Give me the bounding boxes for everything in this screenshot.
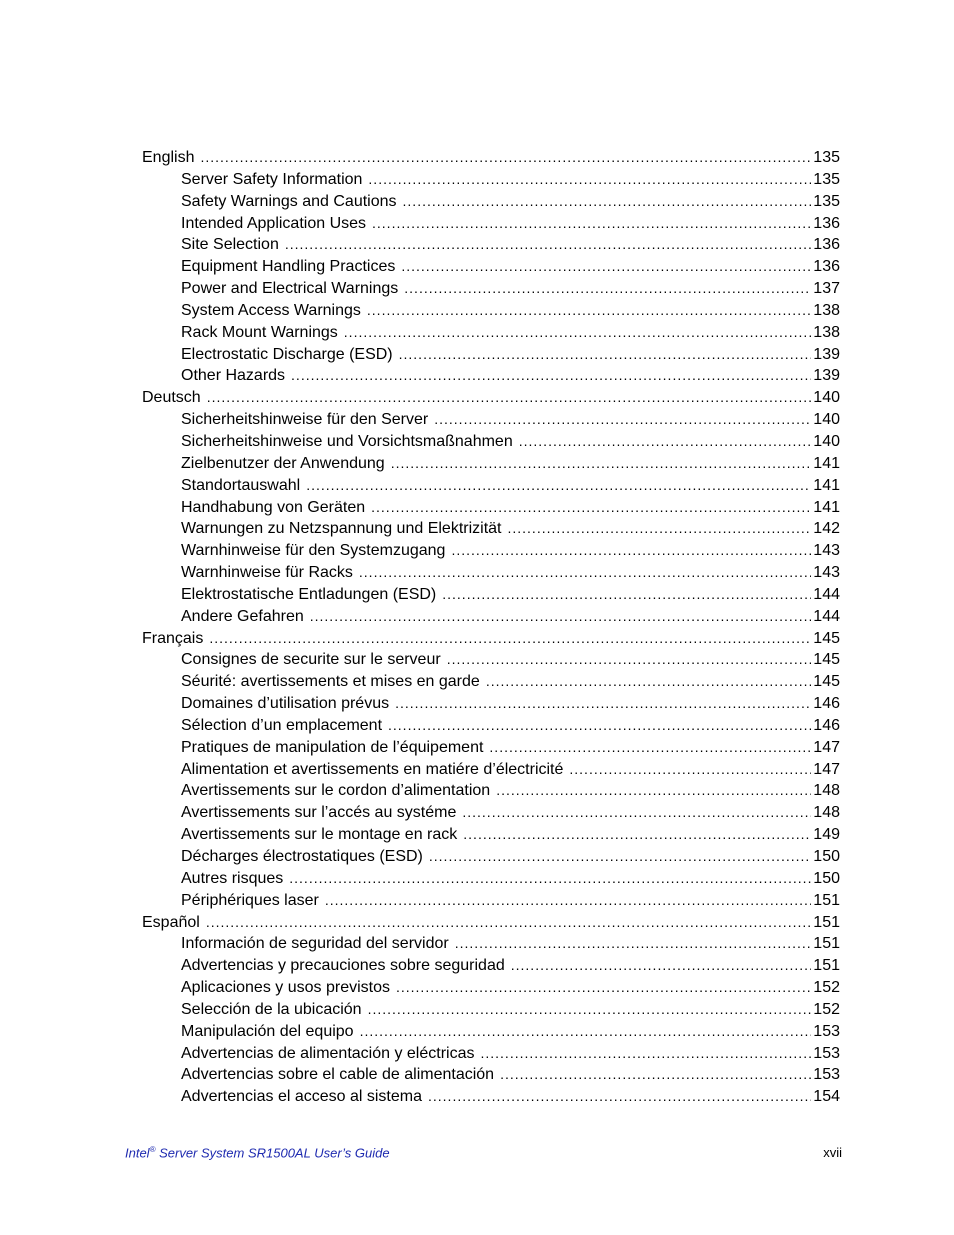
toc-dot-leader xyxy=(367,300,811,322)
toc-dot-leader xyxy=(463,824,811,846)
toc-entry-title: Périphériques laser xyxy=(181,891,319,909)
toc-entry-title: Sicherheitshinweise und Vorsichtsmaßnahmen xyxy=(181,432,513,450)
toc-subsection-entry[interactable] xyxy=(142,1086,840,1108)
toc-entry-page: 136 xyxy=(813,236,840,254)
toc-entry-title: Français xyxy=(142,629,204,647)
toc-entry-title: Décharges électrostatiques (ESD) xyxy=(181,848,423,865)
toc-entry-title: Handhabung von Geräten xyxy=(181,498,366,516)
toc-dot-leader xyxy=(395,693,811,715)
footer-title-text: Server System SR1500AL User’s Guide xyxy=(155,1145,390,1161)
toc-dot-leader xyxy=(507,518,811,540)
toc-entry-title: Advertencias sobre el cable de alimentación xyxy=(181,1066,495,1084)
toc-dot-leader xyxy=(368,169,811,191)
toc-dot-leader xyxy=(404,278,811,300)
toc-entry-page: 151 xyxy=(813,957,840,975)
toc-entry-page: 141 xyxy=(813,454,840,472)
toc-dot-leader xyxy=(428,1086,811,1108)
toc-entry-title: Avertissements sur le cordon d’alimentation xyxy=(181,782,491,800)
toc-entry-page: 136 xyxy=(813,258,840,276)
toc-entry-title: Intended Application Uses xyxy=(181,214,367,232)
toc-subsection-entry[interactable] xyxy=(142,933,840,955)
toc-entry-title: Domaines d’utilisation prévus xyxy=(181,695,390,713)
toc-entry-page: 143 xyxy=(813,564,840,582)
toc-dot-leader xyxy=(325,890,811,912)
toc-entry-page: 140 xyxy=(813,389,840,407)
toc-entry-title: Advertencias el acceso al sistema xyxy=(181,1088,422,1106)
toc-entry-title: Equipment Handling Practices xyxy=(181,258,396,276)
toc-entry-page: 154 xyxy=(813,1088,840,1106)
toc-dot-leader xyxy=(429,846,811,868)
toc-entry-page: 146 xyxy=(813,695,840,713)
toc-entry-title: Warnungen zu Netzspannung und Elektrizität xyxy=(181,520,502,538)
toc-subsection-entry[interactable] xyxy=(142,824,840,846)
toc-subsection-entry[interactable] xyxy=(142,606,840,628)
toc-subsection-entry[interactable] xyxy=(142,977,840,999)
toc-subsection-entry[interactable] xyxy=(142,497,840,519)
toc-dot-leader xyxy=(200,147,811,169)
toc-subsection-entry[interactable] xyxy=(142,584,840,606)
toc-entry-title: Alimentation et avertissements en matiére d’électricité xyxy=(181,760,564,778)
toc-entry-title: Advertencias y precauciones sobre seguridad xyxy=(181,957,505,975)
toc-section-entry[interactable] xyxy=(142,912,840,934)
toc-subsection-entry[interactable] xyxy=(142,234,840,256)
toc-dot-leader xyxy=(209,628,811,650)
toc-entry-page: 135 xyxy=(813,170,840,188)
toc-dot-leader xyxy=(496,780,811,802)
toc-dot-leader xyxy=(511,955,812,977)
toc-subsection-entry[interactable] xyxy=(142,1043,840,1065)
toc-subsection-entry[interactable] xyxy=(142,365,840,387)
toc-entry-title: Zielbenutzer der Anwendung xyxy=(181,454,385,472)
toc-entry-title: English xyxy=(142,149,195,166)
page-number: xvii xyxy=(823,1145,842,1160)
toc-dot-leader xyxy=(462,802,811,824)
toc-entry-page: 138 xyxy=(813,323,840,341)
footer-brand: Intel xyxy=(125,1145,150,1161)
toc-entry-page: 150 xyxy=(813,848,840,865)
toc-entry-page: 146 xyxy=(813,716,840,734)
toc-subsection-entry[interactable] xyxy=(142,999,840,1021)
footer-document-title xyxy=(125,1145,390,1160)
toc-entry-title: Aplicaciones y usos previstos xyxy=(181,979,390,997)
toc-entry-page: 141 xyxy=(813,476,840,494)
toc-subsection-entry[interactable] xyxy=(142,518,840,540)
toc-dot-leader xyxy=(519,431,812,453)
toc-entry-page: 148 xyxy=(813,782,840,800)
toc-entry-title: Selección de la ubicación xyxy=(181,1000,362,1018)
page-footer xyxy=(125,1145,842,1160)
toc-entry-title: Sicherheitshinweise für den Server xyxy=(181,411,429,429)
registered-mark: ® xyxy=(149,1145,156,1154)
toc-entry-page: 152 xyxy=(813,979,840,997)
toc-entry-title: Standortauswahl xyxy=(181,476,301,494)
toc-section-entry[interactable] xyxy=(142,147,840,169)
toc-dot-leader xyxy=(306,475,811,497)
toc-dot-leader xyxy=(486,671,811,693)
toc-subsection-entry[interactable] xyxy=(142,759,840,781)
toc-dot-leader xyxy=(207,387,812,409)
toc-subsection-entry[interactable] xyxy=(142,715,840,737)
toc-dot-leader xyxy=(310,606,812,628)
toc-dot-leader xyxy=(403,191,812,213)
toc-dot-leader xyxy=(451,540,811,562)
toc-dot-leader xyxy=(206,912,811,934)
toc-section-entry[interactable] xyxy=(142,628,840,650)
toc-entry-title: Warnhinweise für den Systemzugang xyxy=(181,542,446,560)
toc-entry-title: Elektrostatische Entladungen (ESD) xyxy=(181,585,437,603)
toc-subsection-entry[interactable] xyxy=(142,213,840,235)
toc-entry-page: 140 xyxy=(813,411,840,429)
toc-entry-title: Warnhinweise für Racks xyxy=(181,564,353,582)
toc-entry-page: 153 xyxy=(813,1044,840,1062)
toc-dot-leader xyxy=(399,344,812,366)
toc-subsection-entry[interactable] xyxy=(142,890,840,912)
toc-dot-leader xyxy=(391,453,812,475)
toc-dot-leader xyxy=(489,737,811,759)
toc-section-entry[interactable] xyxy=(142,387,840,409)
toc-dot-leader xyxy=(285,234,811,256)
toc-subsection-entry[interactable] xyxy=(142,649,840,671)
toc-entry-title: Pratiques de manipulation de l’équipement xyxy=(181,738,484,756)
toc-entry-page: 139 xyxy=(813,345,840,363)
toc-dot-leader xyxy=(388,715,811,737)
toc-dot-leader xyxy=(291,365,811,387)
toc-entry-title: Avertissements sur le montage en rack xyxy=(181,826,458,844)
toc-entry-page: 145 xyxy=(813,629,840,647)
toc-dot-leader xyxy=(289,868,811,890)
toc-entry-page: 135 xyxy=(813,149,840,166)
toc-entry-page: 145 xyxy=(813,651,840,669)
toc-subsection-entry[interactable] xyxy=(142,475,840,497)
toc-subsection-entry[interactable] xyxy=(142,737,840,759)
toc-entry-title: Consignes de securite sur le serveur xyxy=(181,651,441,669)
toc-entry-title: Autres risques xyxy=(181,869,284,887)
toc-entry-page: 148 xyxy=(813,804,840,822)
toc-dot-leader xyxy=(359,562,811,584)
toc-entry-title: Power and Electrical Warnings xyxy=(181,280,399,298)
toc-dot-leader xyxy=(569,759,811,781)
toc-entry-title: Server Safety Information xyxy=(181,170,363,188)
toc-subsection-entry[interactable] xyxy=(142,802,840,824)
toc-entry-page: 138 xyxy=(813,301,840,319)
toc-entry-page: 150 xyxy=(813,869,840,887)
toc-dot-leader xyxy=(371,497,811,519)
toc-entry-page: 153 xyxy=(813,1066,840,1084)
toc-dot-leader xyxy=(447,649,812,671)
toc-subsection-entry[interactable] xyxy=(142,780,840,802)
toc-entry-title: Sélection d’un emplacement xyxy=(181,716,383,734)
toc-entry-title: Información de seguridad del servidor xyxy=(181,935,449,953)
toc-entry-title: Other Hazards xyxy=(181,367,286,385)
toc-entry-page: 139 xyxy=(813,367,840,385)
toc-subsection-entry[interactable] xyxy=(142,409,840,431)
toc-entry-page: 135 xyxy=(813,192,840,210)
toc-subsection-entry[interactable] xyxy=(142,278,840,300)
toc-entry-page: 151 xyxy=(813,935,840,953)
toc-subsection-entry[interactable] xyxy=(142,256,840,278)
toc-subsection-entry[interactable] xyxy=(142,955,840,977)
toc-subsection-entry[interactable] xyxy=(142,191,840,213)
toc-subsection-entry[interactable] xyxy=(142,431,840,453)
toc-subsection-entry[interactable] xyxy=(142,846,840,868)
table-of-contents xyxy=(142,147,840,1108)
toc-entry-page: 147 xyxy=(813,738,840,756)
toc-entry-title: Español xyxy=(142,913,200,931)
toc-subsection-entry[interactable] xyxy=(142,344,840,366)
toc-dot-leader xyxy=(360,1021,812,1043)
toc-entry-page: 151 xyxy=(813,913,840,931)
toc-entry-title: Deutsch xyxy=(142,389,201,407)
toc-entry-page: 144 xyxy=(813,585,840,603)
toc-subsection-entry[interactable] xyxy=(142,1021,840,1043)
toc-entry-title: System Access Warnings xyxy=(181,301,361,319)
toc-dot-leader xyxy=(372,213,811,235)
toc-entry-title: Electrostatic Discharge (ESD) xyxy=(181,345,393,363)
toc-entry-page: 136 xyxy=(813,214,840,232)
toc-dot-leader xyxy=(368,999,812,1021)
toc-entry-page: 143 xyxy=(813,542,840,560)
toc-entry-page: 147 xyxy=(813,760,840,778)
toc-entry-page: 144 xyxy=(813,607,840,625)
toc-entry-title: Avertissements sur l’accés au systéme xyxy=(181,804,457,822)
toc-subsection-entry[interactable] xyxy=(142,540,840,562)
toc-entry-title: Safety Warnings and Cautions xyxy=(181,192,397,210)
toc-subsection-entry[interactable] xyxy=(142,300,840,322)
toc-entry-page: 153 xyxy=(813,1022,840,1040)
toc-entry-title: Rack Mount Warnings xyxy=(181,323,338,341)
toc-subsection-entry[interactable] xyxy=(142,1064,840,1086)
toc-subsection-entry[interactable] xyxy=(142,671,840,693)
toc-entry-page: 151 xyxy=(813,891,840,909)
toc-entry-title: Andere Gefahren xyxy=(181,607,304,625)
toc-subsection-entry[interactable] xyxy=(142,322,840,344)
toc-dot-leader xyxy=(480,1043,811,1065)
toc-entry-page: 142 xyxy=(813,520,840,538)
toc-subsection-entry[interactable] xyxy=(142,169,840,191)
toc-entry-title: Séurité: avertissements et mises en garde xyxy=(181,673,480,691)
toc-entry-page: 152 xyxy=(813,1000,840,1018)
toc-dot-leader xyxy=(344,322,812,344)
toc-dot-leader xyxy=(396,977,811,999)
toc-entry-title: Site Selection xyxy=(181,236,279,254)
toc-subsection-entry[interactable] xyxy=(142,453,840,475)
toc-dot-leader xyxy=(442,584,811,606)
toc-entry-page: 140 xyxy=(813,432,840,450)
toc-entry-page: 149 xyxy=(813,826,840,844)
toc-entry-page: 137 xyxy=(813,280,840,298)
toc-entry-title: Manipulación del equipo xyxy=(181,1022,354,1040)
toc-dot-leader xyxy=(455,933,812,955)
toc-entry-page: 145 xyxy=(813,673,840,691)
toc-entry-title: Advertencias de alimentación y eléctricas xyxy=(181,1044,475,1062)
toc-dot-leader xyxy=(434,409,811,431)
toc-subsection-entry[interactable] xyxy=(142,868,840,890)
toc-subsection-entry[interactable] xyxy=(142,693,840,715)
toc-entry-page: 141 xyxy=(813,498,840,516)
toc-dot-leader xyxy=(401,256,811,278)
toc-subsection-entry[interactable] xyxy=(142,562,840,584)
toc-dot-leader xyxy=(500,1064,811,1086)
